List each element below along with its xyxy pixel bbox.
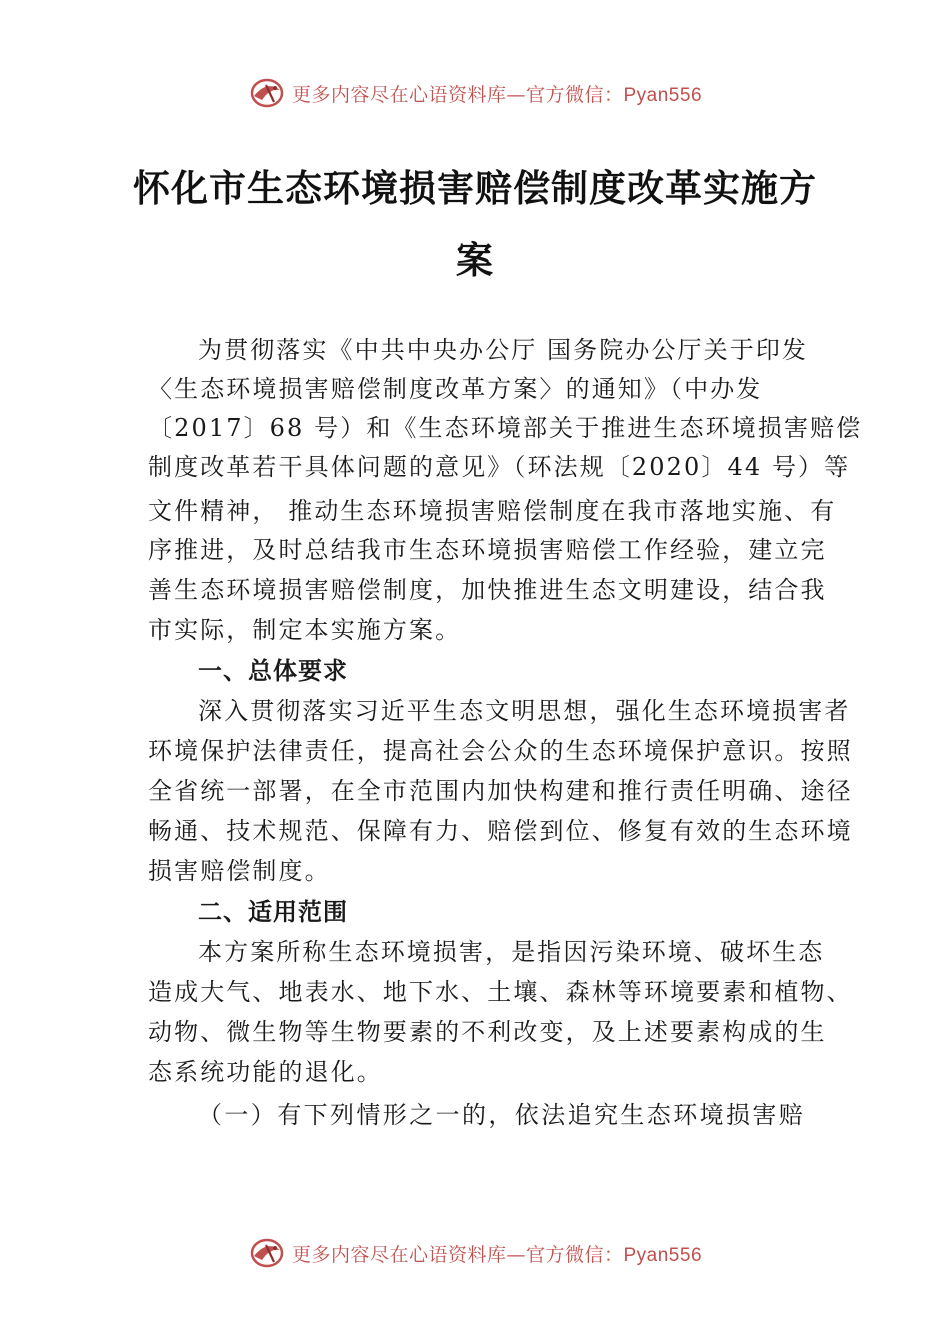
intro-line: 为贯彻落实《中共中央办公厅 国务院办公厅关于印发 xyxy=(198,336,809,364)
section1-line: 深入贯彻落实习近平生态文明思想，强化生态环境损害者 xyxy=(198,697,851,725)
intro-line: 善生态环境损害赔偿制度，加快推进生态文明建设，结合我 xyxy=(148,576,827,604)
section1-line: 环境保护法律责任，提高社会公众的生态环境保护意识。按照 xyxy=(148,737,853,765)
gold-fish-logo-icon xyxy=(248,1236,286,1270)
document-title-line-2: 案 xyxy=(456,239,494,282)
subsection-heading-1: （一）有下列情形之一的，依法追究生态环境损害赔 xyxy=(198,1101,806,1129)
intro-line: 〔2017〕68 号）和《生态环境部关于推进生态环境损害赔偿 xyxy=(148,414,863,442)
banner-text xyxy=(292,80,702,107)
footer-banner xyxy=(0,1236,950,1270)
section-heading-2: 二、适用范围 xyxy=(198,898,348,926)
intro-line: 文件精神， 推动生态环境损害赔偿制度在我市落地实施、有 xyxy=(148,497,837,525)
section1-line: 全省统一部署，在全市范围内加快构建和推行责任明确、途径 xyxy=(148,777,853,805)
section2-line: 动物、微生物等生物要素的不利改变，及上述要素构成的生 xyxy=(148,1018,827,1046)
document-title-line-1: 怀化市生态环境损害赔偿制度改革实施方 xyxy=(133,167,817,210)
intro-line: 序推进，及时总结我市生态环境损害赔偿工作经验，建立完 xyxy=(148,536,827,564)
header-banner xyxy=(0,76,950,110)
gold-fish-logo-icon xyxy=(248,76,286,110)
section1-line: 畅通、技术规范、保障有力、赔偿到位、修复有效的生态环境 xyxy=(148,817,853,845)
banner-label: 更多内容尽在心语资料库—官方微信： xyxy=(291,1243,624,1266)
wechat-id: Pyan556 xyxy=(623,84,703,106)
wechat-id: Pyan556 xyxy=(623,1244,703,1266)
banner-label: 更多内容尽在心语资料库—官方微信： xyxy=(291,83,624,106)
intro-line: 制度改革若干具体问题的意见》（环法规〔2020〕44 号）等 xyxy=(148,453,851,481)
section2-line: 本方案所称生态环境损害，是指因污染环境、破坏生态 xyxy=(198,938,825,966)
section2-line: 造成大气、地表水、地下水、土壤、森林等环境要素和植物、 xyxy=(148,978,853,1006)
section2-line: 态系统功能的退化。 xyxy=(148,1058,383,1086)
intro-line: 〈生态环境损害赔偿制度改革方案〉的通知》（中办发 xyxy=(148,375,763,403)
intro-line: 市实际，制定本实施方案。 xyxy=(148,616,462,644)
section-heading-1: 一、总体要求 xyxy=(198,657,348,685)
banner-text xyxy=(292,1240,702,1267)
section1-line: 损害赔偿制度。 xyxy=(148,857,331,885)
